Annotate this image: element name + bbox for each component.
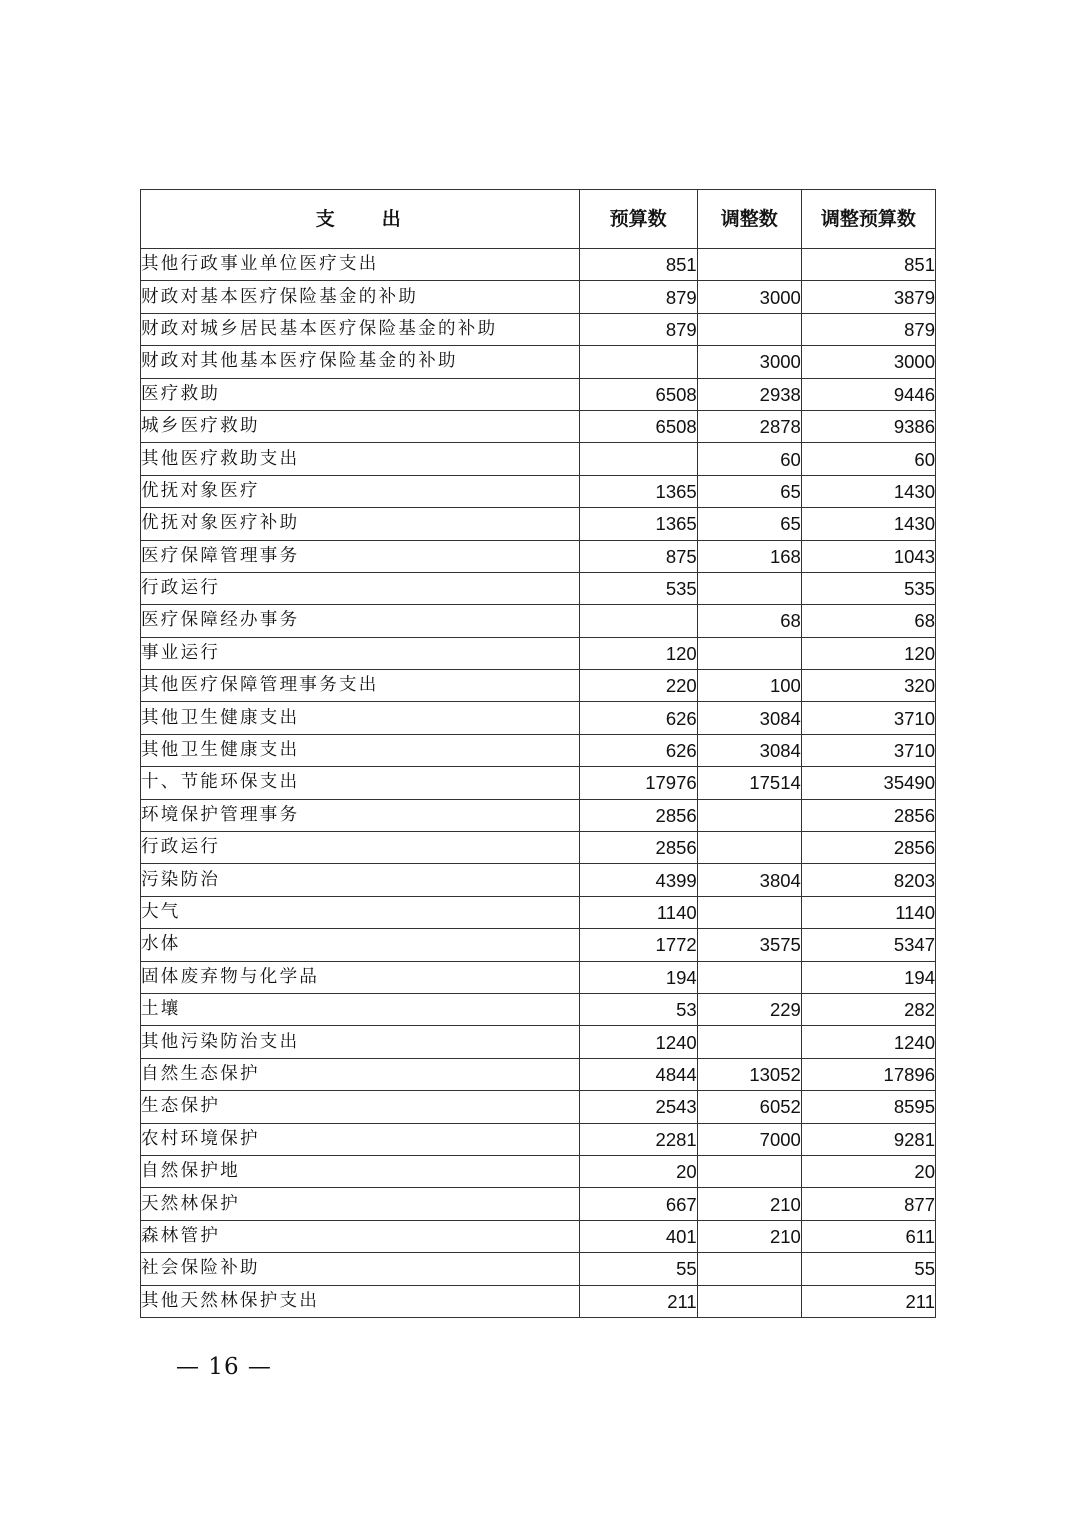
row-adjustment-cell: 60 [697, 443, 801, 475]
header-row [141, 190, 936, 249]
row-adjusted-cell: 5347 [801, 929, 935, 961]
row-budget-cell: 1365 [579, 508, 697, 540]
row-adjusted-cell: 68 [801, 605, 935, 637]
row-adjusted-cell: 320 [801, 670, 935, 702]
row-name-cell: 社会保险补助 [141, 1253, 580, 1285]
row-budget-cell: 211 [579, 1285, 697, 1317]
row-adjustment-cell [697, 249, 801, 281]
row-budget-cell: 6508 [579, 378, 697, 410]
row-adjustment-cell: 2878 [697, 410, 801, 442]
row-adjusted-cell: 851 [801, 249, 935, 281]
row-budget-cell: 2281 [579, 1123, 697, 1155]
row-name-cell: 优抚对象医疗 [141, 475, 580, 507]
row-name-cell: 医疗保障管理事务 [141, 540, 580, 572]
row-adjusted-cell: 1043 [801, 540, 935, 572]
row-adjustment-cell [697, 1253, 801, 1285]
row-name-cell: 财政对其他基本医疗保险基金的补助 [141, 346, 580, 378]
row-adjustment-cell: 65 [697, 508, 801, 540]
row-name-cell: 行政运行 [141, 832, 580, 864]
row-adjustment-cell: 3575 [697, 929, 801, 961]
table-row [141, 540, 936, 572]
row-adjustment-cell: 168 [697, 540, 801, 572]
row-adjustment-cell [697, 961, 801, 993]
row-budget-cell: 401 [579, 1220, 697, 1252]
table-row [141, 929, 936, 961]
row-budget-cell: 53 [579, 993, 697, 1025]
table-row [141, 1155, 936, 1187]
budget-adjustment-table [140, 189, 936, 1318]
row-adjusted-cell: 9281 [801, 1123, 935, 1155]
page-number: — 16 — [176, 1354, 272, 1380]
row-adjusted-cell: 8203 [801, 864, 935, 896]
table-row [141, 832, 936, 864]
row-adjusted-cell: 1430 [801, 475, 935, 507]
row-budget-cell: 2856 [579, 799, 697, 831]
row-adjustment-cell: 13052 [697, 1058, 801, 1090]
table-row [141, 281, 936, 313]
row-name-cell: 天然林保护 [141, 1188, 580, 1220]
row-adjustment-cell [697, 896, 801, 928]
row-adjusted-cell: 2856 [801, 799, 935, 831]
row-adjusted-cell: 879 [801, 313, 935, 345]
header-expenditure-label: 支 出 [315, 207, 404, 230]
row-adjustment-cell: 3000 [697, 281, 801, 313]
row-name-cell: 土壤 [141, 993, 580, 1025]
row-budget-cell: 2856 [579, 832, 697, 864]
row-adjustment-cell [697, 1285, 801, 1317]
row-budget-cell [579, 346, 697, 378]
row-name-cell: 其他医疗救助支出 [141, 443, 580, 475]
row-budget-cell: 4844 [579, 1058, 697, 1090]
row-adjusted-cell: 3000 [801, 346, 935, 378]
row-adjusted-cell: 9386 [801, 410, 935, 442]
row-adjusted-cell: 877 [801, 1188, 935, 1220]
table-header [141, 190, 936, 249]
row-adjustment-cell [697, 313, 801, 345]
table-row [141, 864, 936, 896]
row-budget-cell: 626 [579, 702, 697, 734]
row-adjustment-cell: 210 [697, 1188, 801, 1220]
row-adjustment-cell: 210 [697, 1220, 801, 1252]
row-adjustment-cell: 6052 [697, 1091, 801, 1123]
row-budget-cell: 875 [579, 540, 697, 572]
header-adjusted-budget: 调整预算数 [801, 190, 935, 249]
table-row [141, 605, 936, 637]
header-budget: 预算数 [579, 190, 697, 249]
table-row [141, 1091, 936, 1123]
row-name-cell: 其他医疗保障管理事务支出 [141, 670, 580, 702]
row-budget-cell: 55 [579, 1253, 697, 1285]
row-name-cell: 其他卫生健康支出 [141, 702, 580, 734]
row-adjusted-cell: 3710 [801, 702, 935, 734]
row-name-cell: 固体废弃物与化学品 [141, 961, 580, 993]
table-row [141, 1285, 936, 1317]
row-adjusted-cell: 9446 [801, 378, 935, 410]
row-budget-cell: 1365 [579, 475, 697, 507]
row-adjusted-cell: 35490 [801, 767, 935, 799]
row-name-cell: 生态保护 [141, 1091, 580, 1123]
row-name-cell: 医疗救助 [141, 378, 580, 410]
row-adjustment-cell: 68 [697, 605, 801, 637]
table-row [141, 799, 936, 831]
row-adjusted-cell: 1140 [801, 896, 935, 928]
row-budget-cell: 194 [579, 961, 697, 993]
row-name-cell: 优抚对象医疗补助 [141, 508, 580, 540]
header-adjustment: 调整数 [697, 190, 801, 249]
table-row [141, 702, 936, 734]
table-row [141, 1253, 936, 1285]
row-adjusted-cell: 3879 [801, 281, 935, 313]
row-name-cell: 财政对城乡居民基本医疗保险基金的补助 [141, 313, 580, 345]
row-budget-cell: 6508 [579, 410, 697, 442]
row-adjustment-cell: 3804 [697, 864, 801, 896]
row-adjusted-cell: 20 [801, 1155, 935, 1187]
row-adjustment-cell: 2938 [697, 378, 801, 410]
row-name-cell: 自然生态保护 [141, 1058, 580, 1090]
row-name-cell: 农村环境保护 [141, 1123, 580, 1155]
row-name-cell: 事业运行 [141, 637, 580, 669]
row-adjustment-cell: 3084 [697, 702, 801, 734]
table-row [141, 993, 936, 1025]
row-name-cell: 自然保护地 [141, 1155, 580, 1187]
row-name-cell: 城乡医疗救助 [141, 410, 580, 442]
table-row [141, 1220, 936, 1252]
row-adjustment-cell [697, 637, 801, 669]
row-adjusted-cell: 17896 [801, 1058, 935, 1090]
row-budget-cell: 1240 [579, 1026, 697, 1058]
row-name-cell: 大气 [141, 896, 580, 928]
row-adjusted-cell: 60 [801, 443, 935, 475]
row-budget-cell: 879 [579, 281, 697, 313]
row-budget-cell: 1140 [579, 896, 697, 928]
table-row [141, 249, 936, 281]
table-row [141, 346, 936, 378]
row-budget-cell [579, 605, 697, 637]
table-row [141, 572, 936, 604]
row-adjusted-cell: 1430 [801, 508, 935, 540]
table-row [141, 378, 936, 410]
row-adjustment-cell: 100 [697, 670, 801, 702]
row-adjustment-cell: 3000 [697, 346, 801, 378]
row-budget-cell: 626 [579, 734, 697, 766]
row-budget-cell: 1772 [579, 929, 697, 961]
row-name-cell: 其他行政事业单位医疗支出 [141, 249, 580, 281]
table-row [141, 1188, 936, 1220]
row-budget-cell: 667 [579, 1188, 697, 1220]
row-name-cell: 其他卫生健康支出 [141, 734, 580, 766]
row-adjusted-cell: 1240 [801, 1026, 935, 1058]
row-adjustment-cell [697, 572, 801, 604]
table-row [141, 637, 936, 669]
row-adjustment-cell [697, 1155, 801, 1187]
row-budget-cell: 120 [579, 637, 697, 669]
table-row [141, 508, 936, 540]
row-adjusted-cell: 194 [801, 961, 935, 993]
row-name-cell: 财政对基本医疗保险基金的补助 [141, 281, 580, 313]
row-name-cell: 环境保护管理事务 [141, 799, 580, 831]
row-adjusted-cell: 611 [801, 1220, 935, 1252]
row-adjusted-cell: 8595 [801, 1091, 935, 1123]
row-adjustment-cell [697, 799, 801, 831]
row-budget-cell: 2543 [579, 1091, 697, 1123]
table-body [141, 249, 936, 1318]
row-budget-cell: 879 [579, 313, 697, 345]
row-budget-cell: 535 [579, 572, 697, 604]
table-row [141, 734, 936, 766]
table-row [141, 475, 936, 507]
row-name-cell: 行政运行 [141, 572, 580, 604]
table-row [141, 313, 936, 345]
row-budget-cell [579, 443, 697, 475]
table-row [141, 896, 936, 928]
table-row [141, 443, 936, 475]
row-adjustment-cell: 65 [697, 475, 801, 507]
row-adjustment-cell [697, 832, 801, 864]
row-budget-cell: 17976 [579, 767, 697, 799]
row-name-cell: 十、节能环保支出 [141, 767, 580, 799]
row-name-cell: 其他污染防治支出 [141, 1026, 580, 1058]
row-adjusted-cell: 2856 [801, 832, 935, 864]
row-adjusted-cell: 282 [801, 993, 935, 1025]
row-adjustment-cell [697, 1026, 801, 1058]
row-name-cell: 森林管护 [141, 1220, 580, 1252]
row-budget-cell: 220 [579, 670, 697, 702]
row-adjustment-cell: 17514 [697, 767, 801, 799]
table-row [141, 670, 936, 702]
row-budget-cell: 4399 [579, 864, 697, 896]
table-row [141, 767, 936, 799]
row-name-cell: 污染防治 [141, 864, 580, 896]
row-adjusted-cell: 120 [801, 637, 935, 669]
table-row [141, 1058, 936, 1090]
row-name-cell: 医疗保障经办事务 [141, 605, 580, 637]
table-row [141, 1123, 936, 1155]
row-budget-cell: 851 [579, 249, 697, 281]
table-row [141, 410, 936, 442]
row-adjustment-cell: 7000 [697, 1123, 801, 1155]
row-name-cell: 其他天然林保护支出 [141, 1285, 580, 1317]
row-adjustment-cell: 229 [697, 993, 801, 1025]
row-adjustment-cell: 3084 [697, 734, 801, 766]
row-adjusted-cell: 55 [801, 1253, 935, 1285]
row-name-cell: 水体 [141, 929, 580, 961]
row-adjusted-cell: 211 [801, 1285, 935, 1317]
table-row [141, 1026, 936, 1058]
table-row [141, 961, 936, 993]
header-expenditure [141, 190, 580, 249]
row-adjusted-cell: 535 [801, 572, 935, 604]
row-adjusted-cell: 3710 [801, 734, 935, 766]
row-budget-cell: 20 [579, 1155, 697, 1187]
